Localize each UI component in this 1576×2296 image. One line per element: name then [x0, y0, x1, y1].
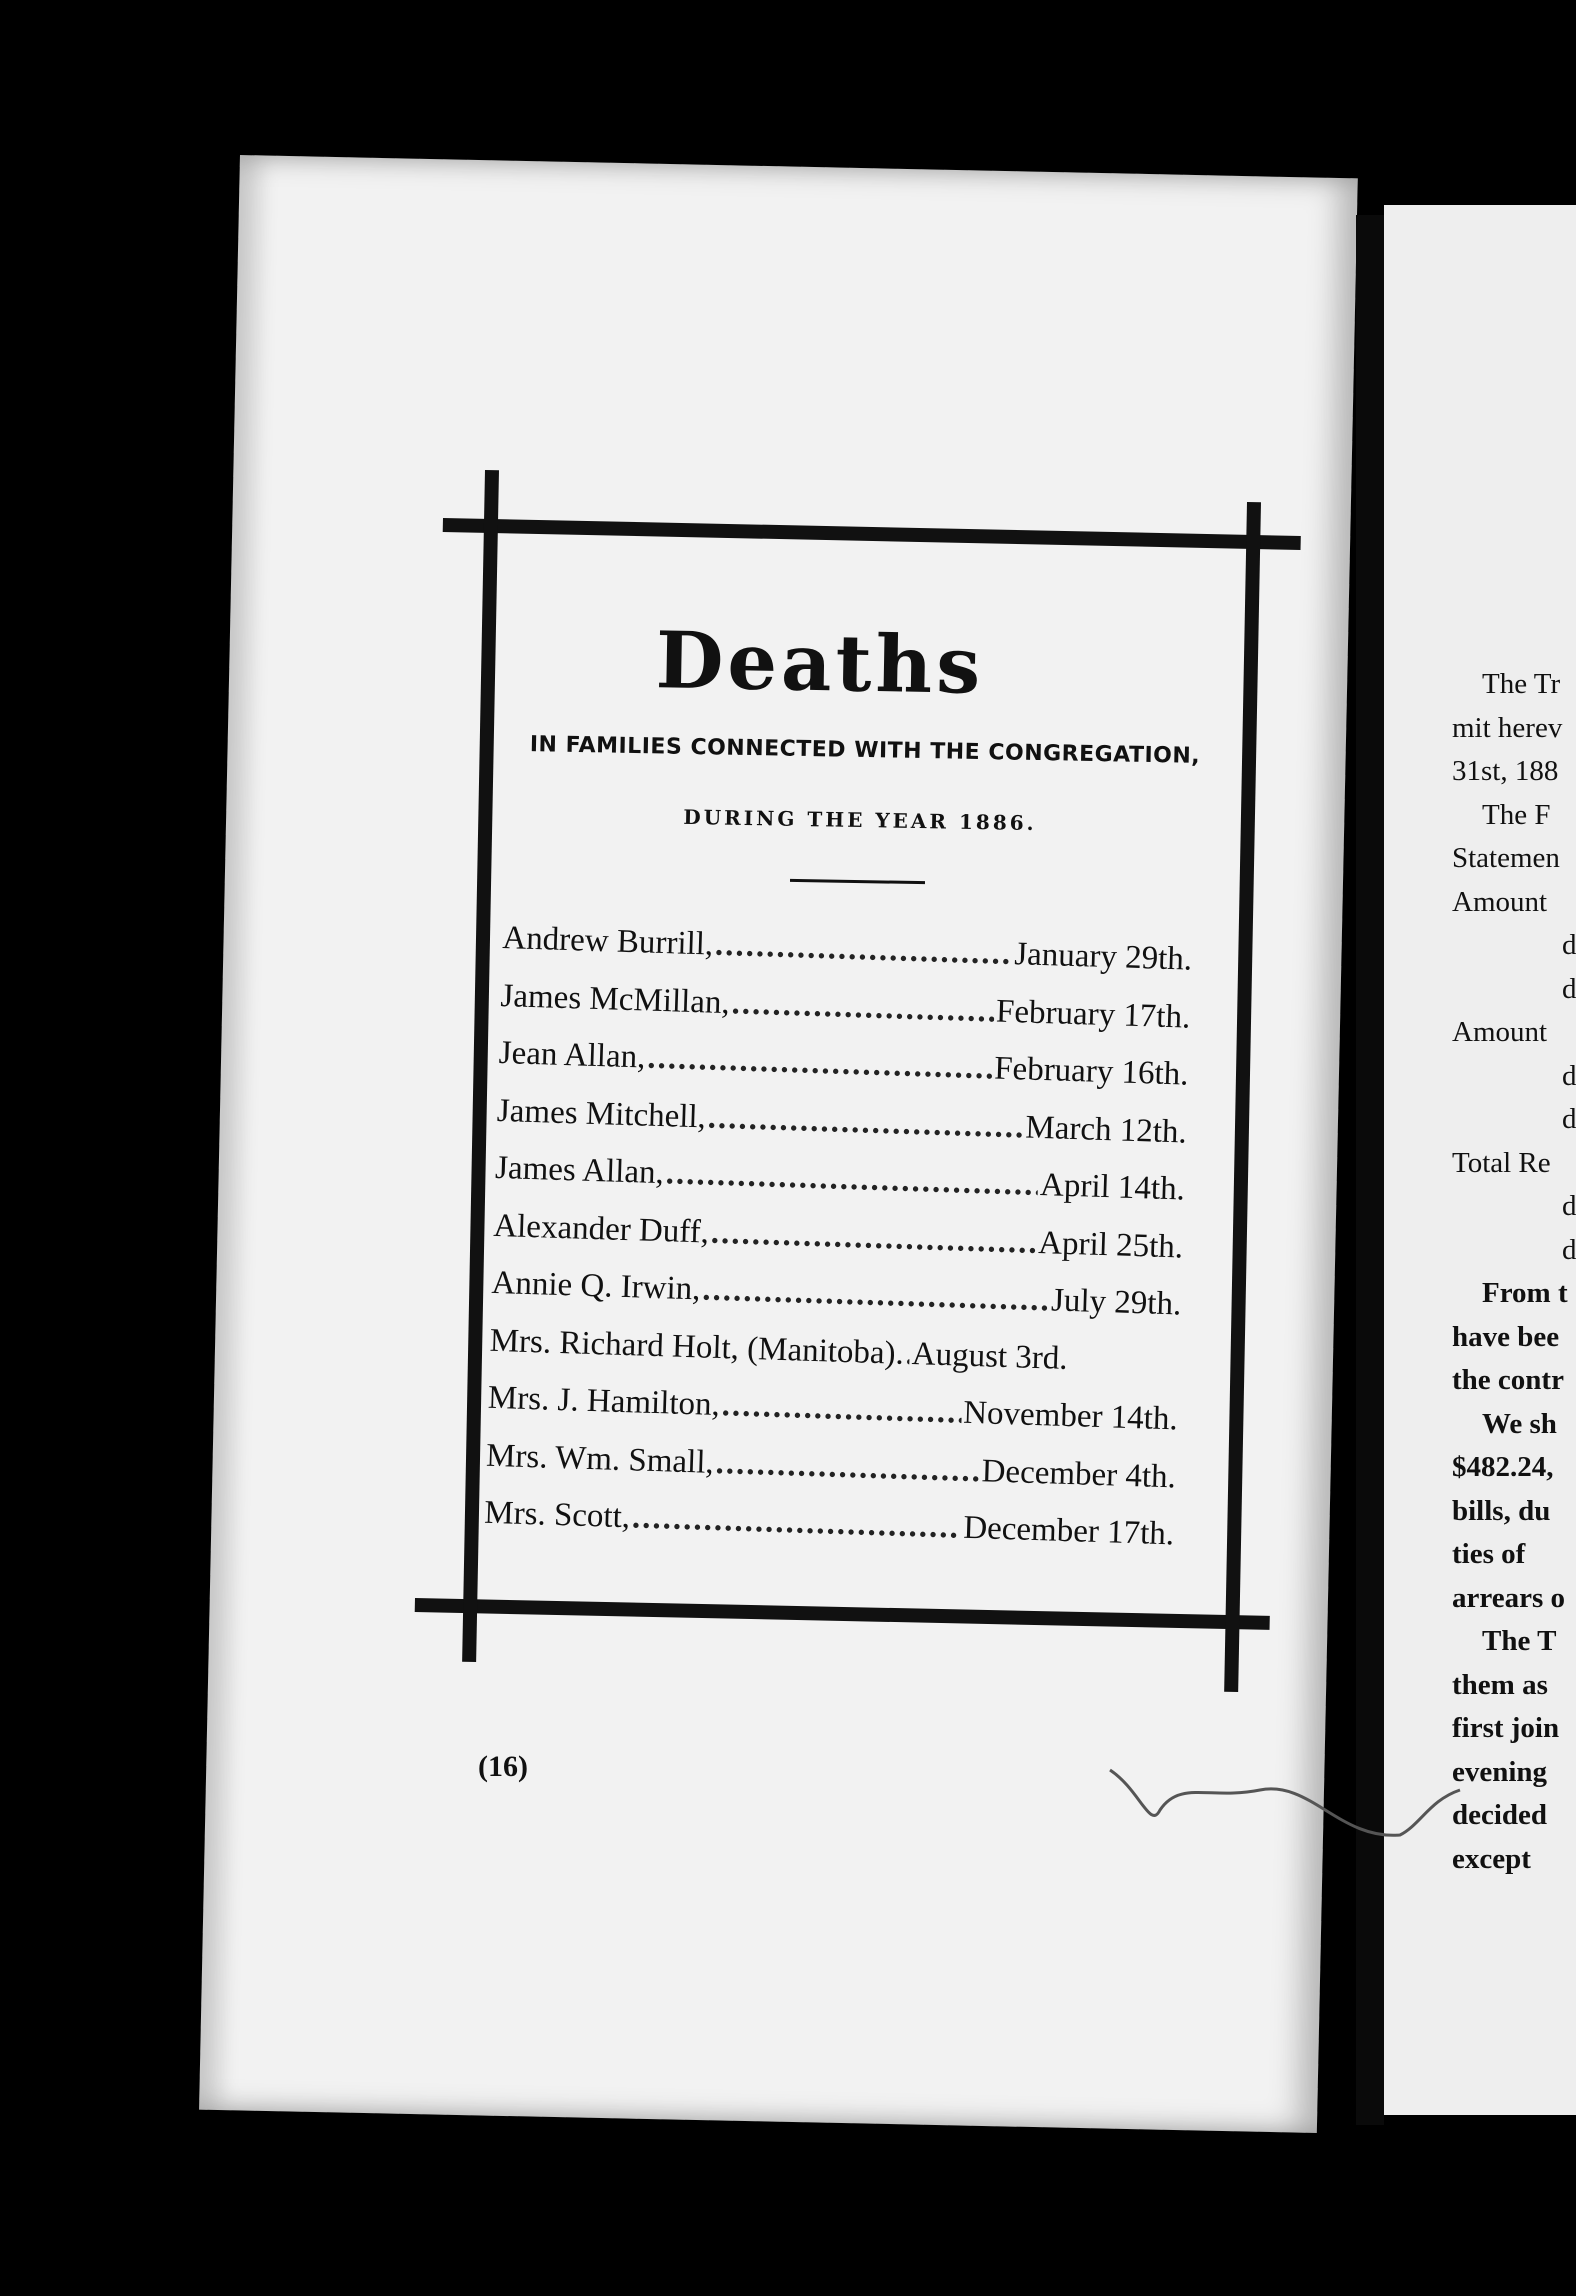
entry-name: Alexander Duff, [492, 1207, 710, 1251]
leader-dots [715, 1444, 980, 1489]
entry-name: Annie Q. Irwin, [491, 1264, 702, 1308]
right-page-line: d [1562, 1190, 1576, 1222]
right-page-line: Amount [1452, 1016, 1548, 1048]
right-page-line: d [1562, 972, 1576, 1005]
entry-name: James Allan, [494, 1149, 665, 1192]
entry-date: April 25th. [1037, 1224, 1184, 1266]
right-page-line: first join [1452, 1712, 1560, 1744]
entry-date: April 14th. [1039, 1167, 1186, 1208]
entry-date: December 17th. [962, 1509, 1175, 1553]
entry-date: July 29th. [1050, 1282, 1182, 1323]
entry-name: Mrs. Richard Holt, (Manitoba). [489, 1322, 905, 1372]
right-page-line: Total Re [1452, 1146, 1551, 1179]
leader-dots [905, 1335, 910, 1372]
right-page-line: ties of [1452, 1538, 1526, 1570]
right-page-line: The F [1482, 798, 1551, 831]
right-page [1384, 205, 1576, 2115]
right-page-line: decided [1452, 1799, 1548, 1831]
right-page-line: $482.24, [1452, 1451, 1554, 1483]
entry-date: March 12th. [1024, 1109, 1188, 1151]
right-page-line: bills, du [1452, 1494, 1551, 1527]
leader-dots [731, 985, 995, 1030]
entry-name: James Mitchell, [496, 1092, 707, 1135]
deaths-list [483, 920, 1193, 1574]
leader-dots [721, 1387, 962, 1432]
right-page-line: have bee [1452, 1320, 1560, 1353]
entry-name: Mrs. Scott, [483, 1494, 631, 1536]
page-heading: Deaths [654, 615, 986, 712]
entry-date: November 14th. [962, 1394, 1179, 1438]
right-page-line: Amount [1452, 885, 1548, 918]
right-page-line: except [1452, 1842, 1531, 1875]
right-page-line: d [1562, 1103, 1576, 1135]
right-page-line: The T [1482, 1625, 1557, 1657]
year-line: DURING THE YEAR 1886. [683, 804, 1037, 836]
right-page-line: the contr [1452, 1364, 1564, 1396]
book-gutter [1356, 215, 1384, 2125]
entry-date: December 4th. [981, 1452, 1177, 1495]
right-page-line: mit herev [1452, 711, 1563, 744]
right-page-line: We sh [1482, 1407, 1557, 1440]
right-page-line: evening [1452, 1755, 1548, 1788]
entry-date: August 3rd. [911, 1335, 1069, 1377]
entry-name: Mrs. J. Hamilton, [487, 1379, 721, 1424]
entry-name: Andrew Burrill, [501, 920, 714, 963]
right-page-line: arrears o [1452, 1581, 1565, 1614]
right-page-line: 31st, 188 [1452, 755, 1559, 787]
entry-name: James McMillan, [500, 977, 731, 1021]
right-page-line: d [1562, 929, 1576, 961]
right-page-line: The Tr [1482, 668, 1561, 700]
right-page-line: d [1562, 1059, 1576, 1092]
right-page-line: Statemen [1452, 842, 1560, 874]
entry-date: January 29th. [1013, 936, 1193, 978]
page-number: (16) [478, 1750, 528, 1783]
entry-date: February 16th. [993, 1050, 1190, 1093]
entry-date: February 17th. [995, 993, 1191, 1036]
entry-name: Jean Allan, [498, 1034, 646, 1076]
subheading: IN FAMILIES CONNECTED WITH THE CONGREGATION, [529, 732, 1201, 769]
leader-dots [715, 927, 1013, 973]
entry-name: Mrs. Wm. Small, [485, 1437, 715, 1481]
right-page-text [1452, 663, 1576, 1881]
right-page-line: d [1562, 1233, 1576, 1266]
right-page-line: them as [1452, 1668, 1548, 1701]
right-page-line: From t [1482, 1277, 1568, 1309]
